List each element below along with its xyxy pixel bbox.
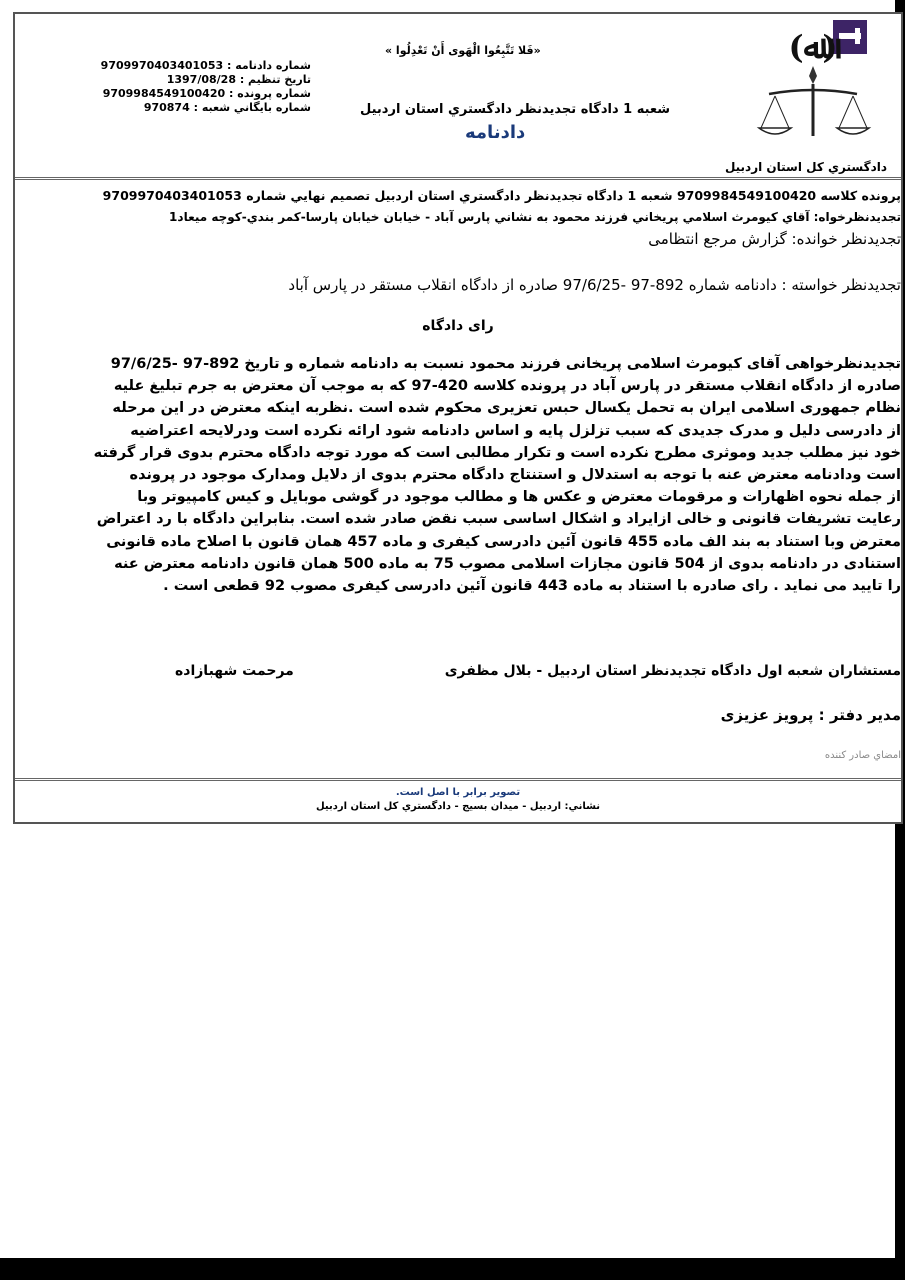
counselors-signer: مستشاران شعبه اول دادگاه تجدیدنظر استان اردبیل - بلال مظفری: [444, 663, 901, 679]
bottom-edge-bar: [0, 1258, 905, 1280]
ruling-line: خود نیز مطلب جدید وموثری مطرح نکرده است و تکرار مطالبی است که مورد توجه دادگاه محترم بدوی قرار گرفته: [93, 444, 901, 461]
document-footer: [15, 778, 901, 822]
ruling-line: را تایید می نماید . رای صادره با استناد به ماده 443 قانون آئین دادرسی کیفری مصوب 92 قطعی است .: [163, 578, 901, 595]
info-archive-number: شماره بايگاني شعبه : 970874: [143, 101, 311, 114]
branch-title: شعبه 1 دادگاه تجديدنظر دادگستري استان اردبيل: [360, 102, 671, 117]
respondent-line: تجديدنظر خوانده: گزارش مرجع انتظامی: [648, 230, 901, 248]
document-info-block: [101, 59, 311, 115]
ruling-line: از جمله نحوه اظهارات و مرقومات معترض و عکس ها و مطالب موجود در گوشی موبایل و کیس کامپیوتر وبا: [137, 489, 901, 506]
ruling-line: نظام جمهوری اسلامی ایران به تحمل یکسال حبس تعزیری محکوم شده است .نظربه اینکه معترض در این مرحله: [112, 400, 901, 417]
ruling-line: صادره از دادگاه انقلاب مستقر در پارس آباد در پرونده کلاسه 420-97 که به موجب آن معترض به جرم تبلیغ علیه: [113, 378, 901, 395]
logo-caption: دادگستري كل استان اردبيل: [724, 160, 887, 174]
office-manager: مدیر دفتر : پرویز عزیزی: [720, 706, 901, 724]
ruling-line: معترض وبا استناد به بند الف ماده 455 قانون آئین دادرسی کیفری و ماده 457 همان قانون با اصلاح ماده قانونی: [106, 533, 901, 550]
ruling-line: استنادی در دادنامه بدوی از 504 قانون مجازات اسلامی مصوب 75 به ماده 500 همان قانون دادنامه معترض عنه: [114, 555, 901, 572]
appellant-line: تجديدنظرخواه: آقاي كيومرث اسلامي پريخاني فرزند محمود به نشاني پارس آباد - خيابان خيابان پارسا-كمر بندي-كوچه ميعاد1: [169, 210, 901, 224]
info-case-number: شماره پرونده : 9709984549100420: [102, 87, 311, 100]
svg-text:(ﷲ): (ﷲ): [788, 28, 838, 66]
info-verdict-number: شماره دادنامه : 9709970403401053: [100, 59, 311, 72]
ruling-line: است ودادنامه معترض عنه با توجه به استدلال و استنتاج دادگاه محترم بدوی از دلایل ومدارک موجود در پرونده: [129, 467, 901, 484]
ruling-title: رای دادگاه: [422, 318, 494, 334]
ruling-line: تجدیدنظرخواهی آقای کیومرث اسلامی پریخانی فرزند محمود نسبت به دادنامه شماره و تاریخ 892-97 -97/6/25: [110, 356, 901, 372]
issuer-signature-label: امضاي صادر كننده: [824, 750, 901, 761]
ruling-line: رعایت تشریفات قانونی و خالی ازایراد و اشکال اساسی سبب نقض صادر شده است. بنابراین دادگاه با رد اعتراض: [96, 511, 901, 528]
document-header: [15, 14, 901, 180]
court-address: نشاني: اردبيل - ميدان بسيج - دادگستري كل استان اردبيل: [315, 801, 601, 812]
document-title: دادنامه: [465, 122, 526, 143]
second-signer: مرحمت شهبازاده: [175, 663, 294, 679]
quran-verse: «فَلا تَتَّبِعُوا الْهَوى أَنْ تَعْدِلُوا »: [385, 44, 541, 57]
ruling-text: [21, 353, 901, 597]
true-copy-note: تصوير برابر با اصل است.: [395, 787, 521, 798]
case-reference-line: پرونده كلاسه 9709984549100420 شعبه 1 دادگاه تجديدنظر دادگستري استان اردبيل تصميم نهايي شماره 9709970403401053: [102, 188, 901, 203]
scales-of-justice-icon: [755, 18, 885, 148]
court-verdict-document: [13, 12, 903, 824]
judiciary-logo: [724, 18, 895, 178]
appeal-subject-line: تجديدنظر خواسته : دادنامه شماره 892-97 -97/6/25 صادره از دادگاه انقلاب مستقر در پارس آباد: [288, 276, 901, 294]
ruling-line: از دادرسی دلیل و مدرک جدیدی که سبب تزلزل پایه و اساس دادنامه شود ارائه نکرده است ودرلایحه اعتراضیه: [130, 422, 901, 439]
info-issue-date: تاريخ تنظيم : 1397/08/28: [166, 73, 311, 86]
